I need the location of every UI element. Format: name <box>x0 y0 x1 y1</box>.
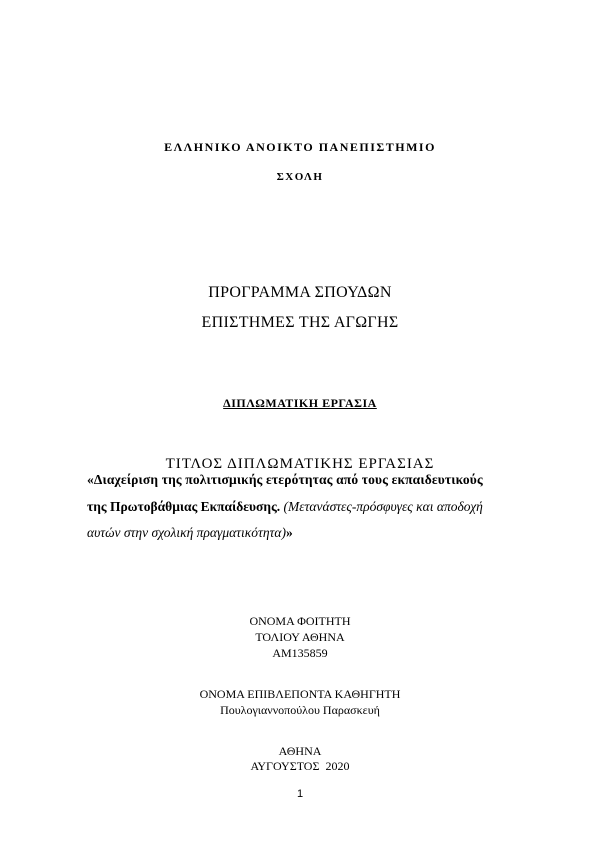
thesis-title-closing-quote: » <box>285 525 293 540</box>
page-number: 1 <box>296 788 304 800</box>
program-field: ΕΠΙΣΤΗΜΕΣ ΤΗΣ ΑΓΩΓΗΣ <box>201 314 399 331</box>
thesis-title-line-1: «Διαχείριση της πολιτισμικής ετερότητας από τους εκπαιδευτικούς <box>87 472 483 487</box>
thesis-subtitle-part-2: αυτών στην σχολική πραγματικότητα) <box>87 525 286 540</box>
thesis-title-heading: ΤΙΤΛΟΣ ΔΙΠΛΩΜΑΤΙΚΗΣ ΕΡΓΑΣΙΑΣ <box>165 456 435 472</box>
city: ΑΘΗΝΑ <box>278 744 322 758</box>
date: ΑΥΓΟΥΣΤΟΣ 2020 <box>250 759 350 773</box>
university-name: ΕΛΛΗΝΙΚΟ ΑΝΟΙΚΤΟ ΠΑΝΕΠΙΣΤΗΜΙΟ <box>164 140 436 154</box>
student-label: ΟΝΟΜΑ ΦΟΙΤΗΤΗ <box>249 614 351 628</box>
supervisor-label: ΟΝΟΜΑ ΕΠΙΒΛΕΠΟΝΤΑ ΚΑΘΗΓΗΤΗ <box>199 687 401 701</box>
thesis-title-line-3 <box>87 525 293 541</box>
supervisor-name: Πουλογιαννοπούλου Παρασκευή <box>220 703 380 717</box>
thesis-title-line-2-bold: της Πρωτοβάθμιας Εκπαίδευσης. <box>87 499 281 514</box>
school-name: ΣΧΟΛΗ <box>276 171 324 183</box>
thesis-label: ΔΙΠΛΩΜΑΤΙΚΗ ΕΡΓΑΣΙΑ <box>223 396 377 410</box>
thesis-title-line-2 <box>87 499 483 515</box>
student-name: ΤΟΛΙΟΥ ΑΘΗΝΑ <box>255 630 345 644</box>
student-id: ΑΜ135859 <box>272 646 328 660</box>
thesis-subtitle-part-1: (Μετανάστες-πρόσφυγες και αποδοχή <box>283 499 483 514</box>
program-label: ΠΡΟΓΡΑΜΜΑ ΣΠΟΥΔΩΝ <box>208 284 392 301</box>
